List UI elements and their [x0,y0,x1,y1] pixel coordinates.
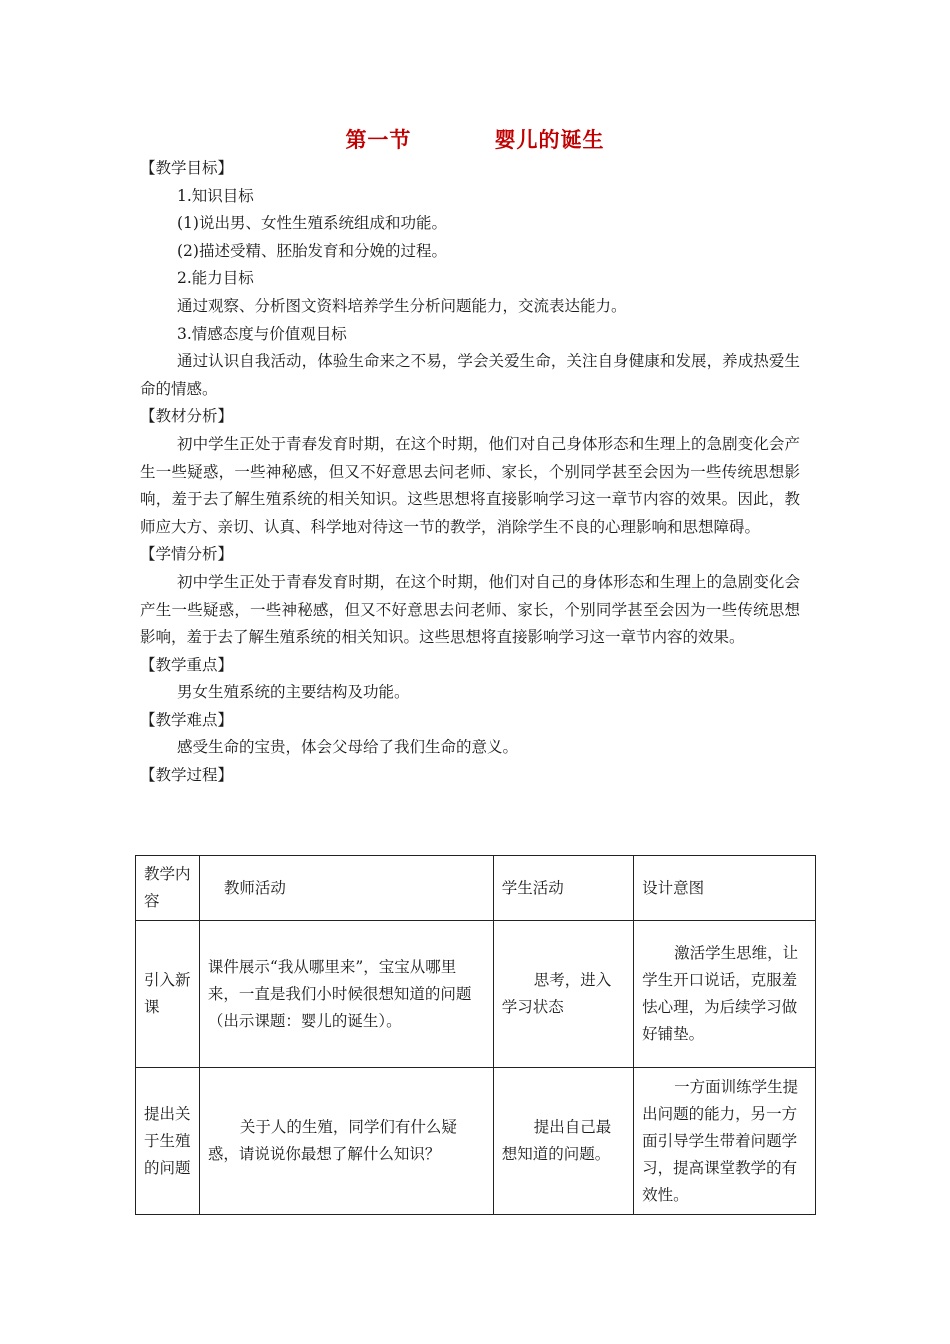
row1-content: 引入新课 [136,921,200,1068]
key-heading: 【教学重点】 [140,655,234,674]
row2-intent: 一方面训练学生提出问题的能力，另一方面引导学生带着问题学习，提高课堂教学的有效性。 [634,1068,816,1215]
knowledge-heading: 1.知识目标 [177,186,254,205]
row2-teacher: 关于人的生殖，同学们有什么疑惑，请说说你最想了解什么知识？ [199,1068,493,1215]
ability-heading: 2.能力目标 [177,269,254,288]
row2-student: 提出自己最想知道的问题。 [493,1068,633,1215]
key-text: 男女生殖系统的主要结构及功能。 [177,683,410,702]
learner-heading: 【学情分析】 [140,545,234,564]
emotion-text: 通过认识自我活动，体验生命来之不易，学会关爱生命，关注自身健康和发展，养成热爱生命的情感。 [140,352,800,398]
ability-text: 通过观察、分析图文资料培养学生分析问题能力，交流表达能力。 [177,296,627,315]
table-row [136,1068,816,1215]
teaching-process-table [135,855,816,1215]
header-intent: 设计意图 [634,856,816,921]
header-content: 教学内容 [136,856,200,921]
difficulty-text: 感受生命的宝贵，体会父母给了我们生命的意义。 [177,738,519,757]
row1-student: 思考，进入学习状态 [493,921,633,1068]
document-body [140,155,800,790]
header-student: 学生活动 [493,856,633,921]
material-text: 初中学生正处于青春发育时期，在这个时期，他们对自己身体形态和生理上的急剧变化会产生一些疑惑，一些神秘感，但又不好意思去问老师、家长，个别同学甚至会因为一些传统思想影响，羞于去了解生殖系统的相关知识。这些思想将直接影响学习这一章节内容的效果。因此，教师应大方、亲切、认真、科学地对待这一节的教学，消除学生不良的心理影响和思想障碍。 [140,434,800,536]
table-row [136,921,816,1068]
process-heading: 【教学过程】 [140,766,234,785]
header-teacher: 教师活动 [199,856,493,921]
knowledge-item-2: (2)描述受精、胚胎发育和分娩的过程。 [177,241,447,260]
knowledge-item-1: (1)说出男、女性生殖系统组成和功能。 [177,214,447,233]
material-heading: 【教材分析】 [140,407,234,426]
table-header-row [136,856,816,921]
row1-teacher: 课件展示“我从哪里来”，宝宝从哪里来，一直是我们小时候很想知道的问题（出示课题：婴儿的诞生）。 [199,921,493,1068]
row2-content: 提出关于生殖的问题 [136,1068,200,1215]
learner-text: 初中学生正处于青春发育时期，在这个时期，他们对自己的身体形态和生理上的急剧变化会产生一些疑惑，一些神秘感，但又不好意思去问老师、家长，个别同学甚至会因为一些传统思想影响，羞于去了解生殖系统的相关知识。这些思想将直接影响学习这一章节内容的效果。 [140,572,800,647]
difficulty-heading: 【教学难点】 [140,710,234,729]
document-title: 第一节 婴儿的诞生 [345,128,605,152]
row1-intent: 激活学生思维，让学生开口说话，克服羞怯心理，为后续学习做好铺垫。 [634,921,816,1068]
emotion-heading: 3.情感态度与价值观目标 [177,324,347,343]
objectives-heading: 【教学目标】 [140,159,234,177]
